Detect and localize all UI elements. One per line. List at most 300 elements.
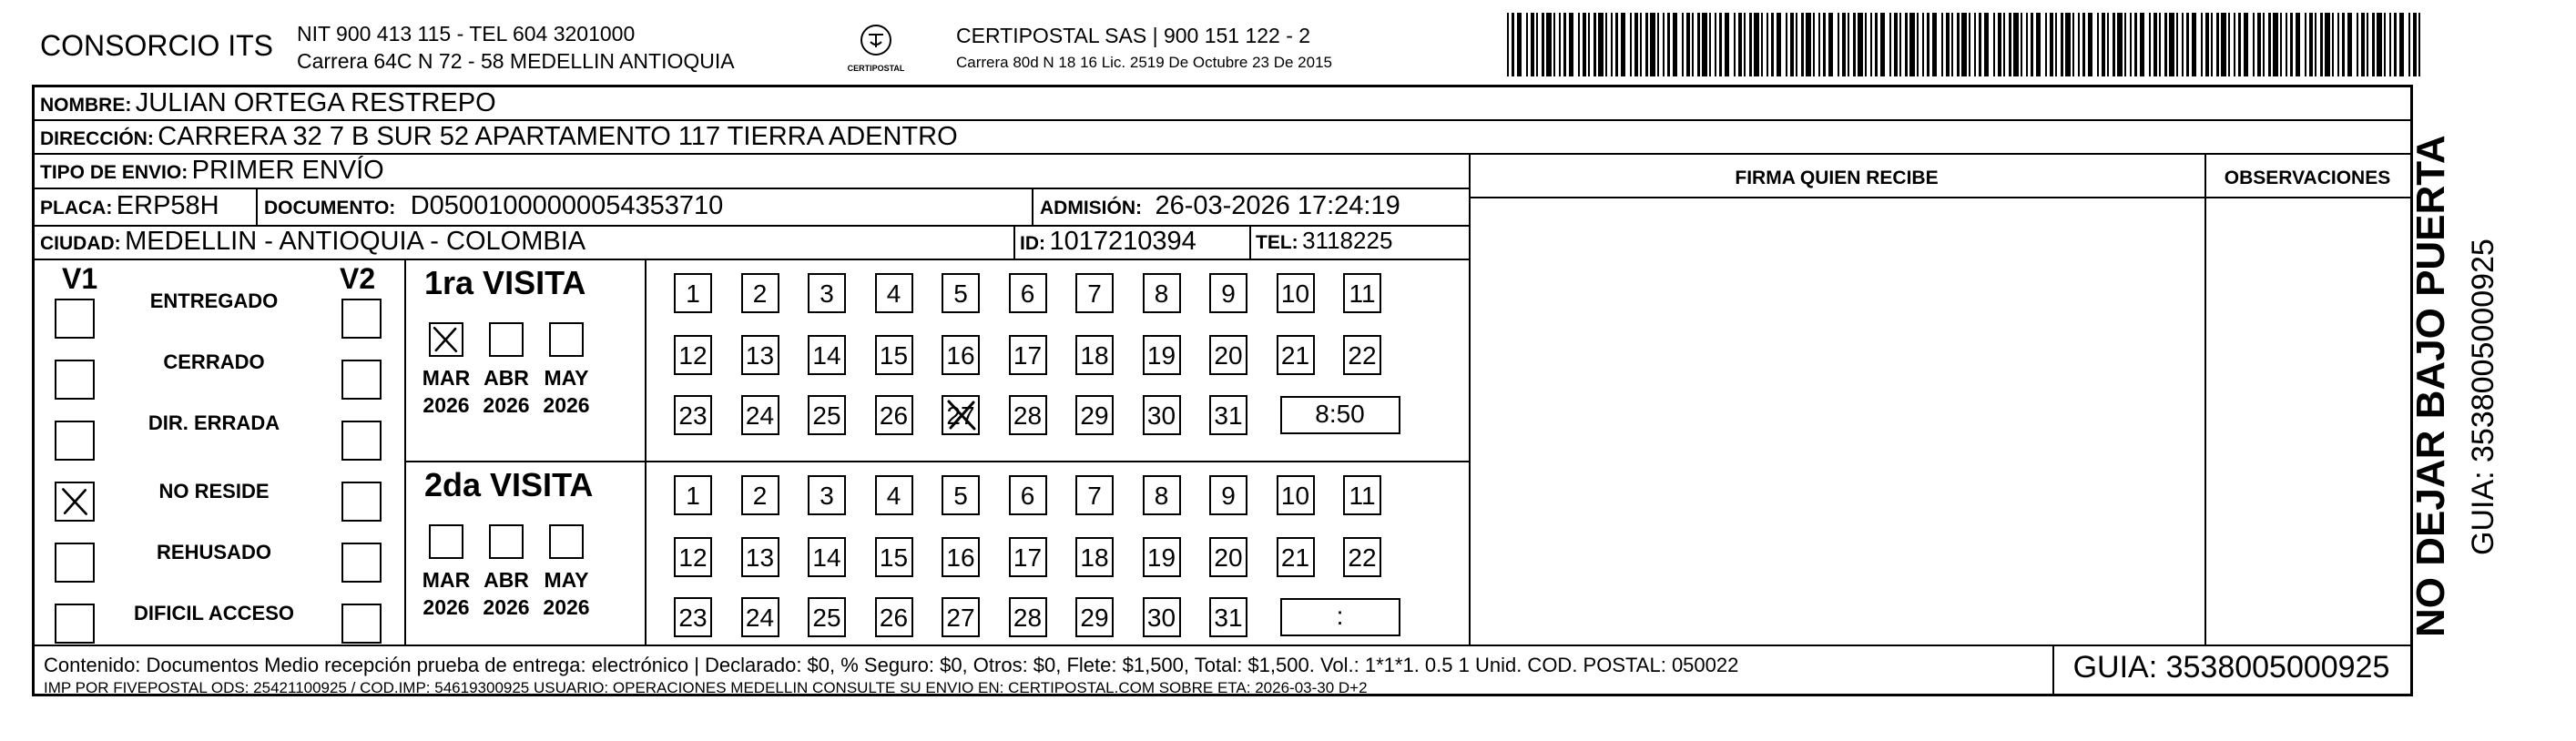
barcode-bar xyxy=(1858,13,1863,76)
barcode-bar xyxy=(2061,13,2063,76)
barcode-bar xyxy=(1611,13,1613,76)
day-box-30[interactable]: 30 xyxy=(1143,597,1181,637)
barcode-bar xyxy=(2134,13,2137,76)
v1-checkbox-rehusado[interactable] xyxy=(55,543,95,583)
placa-value: ERP58H xyxy=(116,191,219,220)
day-box-7[interactable]: 7 xyxy=(1075,475,1114,515)
day-box-14[interactable]: 14 xyxy=(808,335,846,375)
barcode-bar xyxy=(1598,13,1604,76)
day-box-13[interactable]: 13 xyxy=(741,537,779,577)
documento-label: DOCUMENTO: xyxy=(264,198,396,218)
barcode-bar xyxy=(1526,13,1528,76)
barcode-bar xyxy=(2050,13,2053,76)
day-box-31[interactable]: 31 xyxy=(1209,597,1247,637)
barcode-bar xyxy=(2244,13,2248,76)
day-box-19[interactable]: 19 xyxy=(1143,335,1181,375)
direccion-label: DIRECCIÓN: xyxy=(40,128,154,149)
barcode-bar xyxy=(1974,13,1976,76)
day-box-6[interactable]: 6 xyxy=(1009,475,1047,515)
barcode-bar xyxy=(2290,13,2293,76)
id-field xyxy=(1020,227,1196,257)
barcode-bar xyxy=(1865,13,1867,76)
id-value: 1017210394 xyxy=(1049,227,1196,256)
month-name: MAY xyxy=(544,568,589,592)
month-label xyxy=(481,566,532,621)
barcode-bar xyxy=(2153,13,2157,76)
barcode-bar xyxy=(1889,13,1891,76)
guia-number: GUIA: 3538005000925 xyxy=(2072,650,2390,685)
barcode-bar xyxy=(2164,13,2167,76)
day-box-21[interactable]: 21 xyxy=(1277,537,1315,577)
barcode-bar xyxy=(2088,13,2092,76)
barcode-bar xyxy=(2211,13,2213,76)
ciudad-value: MEDELLIN - ANTIOQUIA - COLOMBIA xyxy=(125,227,586,256)
barcode-bar xyxy=(2107,13,2109,76)
day-box-12[interactable]: 12 xyxy=(674,335,712,375)
barcode-bar xyxy=(1993,13,1995,76)
month-name: ABR xyxy=(484,366,529,390)
barcode-bar xyxy=(1588,13,1590,76)
month-year: 2026 xyxy=(483,393,530,417)
barcode-bar xyxy=(2399,13,2404,76)
barcode-bar xyxy=(2342,13,2345,76)
barcode-bar xyxy=(1621,13,1625,76)
barcode-bar xyxy=(1546,13,1552,76)
month-year: 2026 xyxy=(543,393,590,417)
barcode-bar xyxy=(1951,13,1953,76)
barcode-bar xyxy=(2216,13,2219,76)
barcode-bar xyxy=(1922,13,1924,76)
day-box-18[interactable]: 18 xyxy=(1075,335,1114,375)
day-box-24[interactable]: 24 xyxy=(741,395,779,435)
logo-text: CERTIPOSTAL xyxy=(847,64,905,73)
day-box-16[interactable]: 16 xyxy=(942,335,980,375)
day-box-25[interactable]: 25 xyxy=(808,597,846,637)
barcode-bar xyxy=(1870,13,1872,76)
day-box-1[interactable]: 1 xyxy=(674,475,712,515)
barcode-bar xyxy=(1702,13,1707,76)
day-box-29[interactable]: 29 xyxy=(1075,597,1114,637)
barcode-bar xyxy=(1813,13,1815,76)
day-box-28[interactable]: 28 xyxy=(1009,597,1047,637)
barcode-bar xyxy=(1909,13,1915,76)
carrier-info xyxy=(956,22,1332,76)
barcode-bar xyxy=(2201,13,2203,76)
day-box-22[interactable]: 22 xyxy=(1343,335,1381,375)
barcode-bar xyxy=(2320,13,2323,76)
status-label: ENTREGADO xyxy=(149,289,279,312)
barcode-bar xyxy=(2130,13,2132,76)
barcode-bar xyxy=(1686,13,1690,76)
barcode-bar xyxy=(1899,13,1901,76)
barcode-bar xyxy=(1645,13,1648,76)
day-box-24[interactable]: 24 xyxy=(741,597,779,637)
barcode-bar xyxy=(2117,13,2123,76)
month-label xyxy=(541,566,592,621)
barcode-bar xyxy=(1650,13,1655,76)
barcode-bar xyxy=(2394,13,2397,76)
month-year: 2026 xyxy=(423,393,470,417)
barcode-bar xyxy=(1682,13,1684,76)
day-box-18[interactable]: 18 xyxy=(1075,537,1114,577)
barcode-bar xyxy=(1984,13,1989,76)
barcode-bar xyxy=(1542,13,1544,76)
barcode-bar xyxy=(2192,13,2196,76)
barcode-bar xyxy=(2263,13,2265,76)
day-box-27[interactable]: 27 xyxy=(942,395,980,435)
barcode-bar xyxy=(1615,13,1618,76)
direccion-row xyxy=(40,122,958,152)
v1-checkbox-dificil-acceso[interactable] xyxy=(55,604,95,644)
footer-print-info: IMP POR FIVEPOSTAL ODS: 25421100925 / COD.IMP: 54619300925 USUARIO: OPERACIONES MEDELLIN CONSULTE SU ENVIO EN: CERTIPOSTAL.COM SOBRE ETA: 2026-03-30 D+2 xyxy=(44,679,1368,696)
nit-line: NIT 900 413 115 - TEL 604 3201000 xyxy=(297,22,636,46)
day-box-13[interactable]: 13 xyxy=(741,335,779,375)
barcode-bar xyxy=(2325,13,2330,76)
visit-title: 2da VISITA xyxy=(424,466,594,503)
day-box-2[interactable]: 2 xyxy=(741,273,779,313)
company-info xyxy=(297,20,735,75)
barcode-bar xyxy=(2031,13,2033,76)
barcode-bar xyxy=(1578,13,1580,76)
day-box-17[interactable]: 17 xyxy=(1009,537,1047,577)
month-checkbox-mar[interactable] xyxy=(429,322,463,357)
barcode-bar xyxy=(1507,13,1509,76)
barcode-bar xyxy=(1673,13,1677,76)
barcode xyxy=(1507,13,2427,76)
barcode-bar xyxy=(1569,13,1573,76)
barcode-bar xyxy=(1823,13,1826,76)
month-checkbox-abr[interactable] xyxy=(489,322,524,357)
month-year: 2026 xyxy=(423,595,470,619)
v1-header: V1 xyxy=(62,262,98,295)
barcode-bar xyxy=(1697,13,1700,76)
barcode-bar xyxy=(2021,13,2022,76)
ciudad-field xyxy=(40,227,585,257)
day-box-20[interactable]: 20 xyxy=(1209,335,1247,375)
tipo-envio-row xyxy=(40,156,384,186)
barcode-bar xyxy=(1771,13,1774,76)
barcode-bar xyxy=(1744,13,1746,76)
barcode-bar xyxy=(2003,13,2005,76)
barcode-bar xyxy=(1818,13,1820,76)
month-name: MAR xyxy=(422,366,471,390)
day-box-1[interactable]: 1 xyxy=(674,273,712,313)
day-box-28[interactable]: 28 xyxy=(1009,395,1047,435)
barcode-bar xyxy=(2257,13,2261,76)
tel-label: TEL: xyxy=(1256,232,1298,253)
barcode-bar xyxy=(2102,13,2105,76)
status-label: DIFICIL ACCESO xyxy=(133,602,294,624)
admision-field xyxy=(1040,191,1400,221)
barcode-bar xyxy=(2082,13,2085,76)
barcode-bar xyxy=(1725,13,1729,76)
barcode-bar xyxy=(1536,13,1538,76)
barcode-bar xyxy=(1848,13,1849,76)
barcode-bar xyxy=(2026,13,2028,76)
form-frame xyxy=(32,85,2413,696)
barcode-bar xyxy=(1777,13,1781,76)
barcode-bar xyxy=(1917,13,1919,76)
barcode-bar xyxy=(2055,13,2057,76)
barcode-bar xyxy=(1828,13,1833,76)
barcode-bar xyxy=(1932,13,1937,76)
nombre-label: NOMBRE: xyxy=(40,95,132,116)
day-box-12[interactable]: 12 xyxy=(674,537,712,577)
visit-title: 1ra VISITA xyxy=(424,264,586,301)
day-box-25[interactable]: 25 xyxy=(808,395,846,435)
barcode-bar xyxy=(1838,13,1839,76)
day-box-8[interactable]: 8 xyxy=(1143,475,1181,515)
barcode-bar xyxy=(1894,13,1898,76)
barcode-bar xyxy=(1796,13,1797,76)
day-box-21[interactable]: 21 xyxy=(1277,335,1315,375)
barcode-bar xyxy=(2149,13,2151,76)
v2-checkbox[interactable] xyxy=(341,482,382,522)
barcode-bar xyxy=(2347,13,2352,76)
barcode-bar xyxy=(2268,13,2271,76)
barcode-bar xyxy=(2332,13,2334,76)
barcode-bar xyxy=(1905,13,1908,76)
barcode-bar xyxy=(1786,13,1787,76)
tipo-envio-label: TIPO DE ENVIO: xyxy=(40,162,188,183)
day-box-19[interactable]: 19 xyxy=(1143,537,1181,577)
barcode-bar xyxy=(2413,13,2417,76)
visit-hour[interactable]: : xyxy=(1280,598,1400,636)
day-box-10[interactable]: 10 xyxy=(1277,273,1315,313)
barcode-bar xyxy=(1657,13,1659,76)
barcode-bar xyxy=(1738,13,1742,76)
barcode-bar xyxy=(1667,13,1670,76)
v2-checkbox[interactable] xyxy=(341,543,382,583)
day-box-30[interactable]: 30 xyxy=(1143,395,1181,435)
barcode-bar xyxy=(1927,13,1929,76)
status-label: CERRADO xyxy=(163,350,265,373)
footer-content: Contenido: Documentos Medio recepción prueba de entrega: electrónico | Declarado: $0, % Seguro: $0, Otros: $0, Flete: $1,500, Total: $1,500. Vol.: 1*1*1. 0.5 1 Unid. COD. POSTAL: 050022 xyxy=(44,654,1739,676)
day-box-11[interactable]: 11 xyxy=(1343,475,1381,515)
month-year: 2026 xyxy=(483,595,530,619)
day-box-9[interactable]: 9 xyxy=(1209,273,1247,313)
barcode-bar xyxy=(2418,13,2420,76)
no-dejar-bajo-puerta: NO DEJAR BAJO PUERTA xyxy=(2408,135,2453,637)
barcode-bar xyxy=(2377,13,2382,76)
barcode-bar xyxy=(1979,13,1981,76)
day-box-5[interactable]: 5 xyxy=(942,475,980,515)
barcode-bar xyxy=(2159,13,2161,76)
month-name: MAR xyxy=(422,568,471,592)
month-year: 2026 xyxy=(543,595,590,619)
visit-hour[interactable]: 8:50 xyxy=(1280,396,1400,434)
day-box-7[interactable]: 7 xyxy=(1075,273,1114,313)
barcode-bar xyxy=(2408,13,2410,76)
direccion-value: CARRERA 32 7 B SUR 52 APARTAMENTO 117 TIERRA ADENTRO xyxy=(158,122,958,151)
admision-value: 26-03-2026 17:24:19 xyxy=(1155,191,1400,220)
barcode-bar xyxy=(2186,13,2189,76)
carrier-line: CERTIPOSTAL SAS | 900 151 122 - 2 xyxy=(956,24,1311,47)
barcode-bar xyxy=(2337,13,2339,76)
day-box-22[interactable]: 22 xyxy=(1343,537,1381,577)
barcode-bar xyxy=(1634,13,1638,76)
month-name: ABR xyxy=(484,568,529,592)
barcode-bar xyxy=(2234,13,2235,76)
day-box-5[interactable]: 5 xyxy=(942,273,980,313)
month-checkbox-mar[interactable] xyxy=(429,524,463,559)
barcode-bar xyxy=(2389,13,2391,76)
day-box-26[interactable]: 26 xyxy=(875,597,913,637)
month-checkbox-abr[interactable] xyxy=(489,524,524,559)
barcode-bar xyxy=(1531,13,1534,76)
barcode-bar xyxy=(1583,13,1586,76)
barcode-bar xyxy=(1715,13,1716,76)
day-box-6[interactable]: 6 xyxy=(1009,273,1047,313)
placa-field xyxy=(40,191,219,221)
barcode-bar xyxy=(2238,13,2241,76)
barcode-bar xyxy=(1880,13,1885,76)
barcode-bar xyxy=(1941,13,1943,76)
barcode-bar xyxy=(1692,13,1694,76)
barcode-bar xyxy=(2097,13,2099,76)
barcode-bar xyxy=(2309,13,2313,76)
day-box-27[interactable]: 27 xyxy=(942,597,980,637)
day-box-3[interactable]: 3 xyxy=(808,475,846,515)
tipo-envio-value: PRIMER ENVÍO xyxy=(191,156,384,185)
barcode-bar xyxy=(2384,13,2386,76)
day-box-10[interactable]: 10 xyxy=(1277,475,1315,515)
month-label xyxy=(421,566,472,621)
v2-header: V2 xyxy=(340,262,376,295)
certipostal-logo-icon xyxy=(852,20,900,67)
placa-label: PLACA: xyxy=(40,198,113,218)
barcode-bar xyxy=(1875,13,1878,76)
barcode-bar xyxy=(2140,13,2144,76)
nombre-row xyxy=(40,88,496,118)
barcode-bar xyxy=(2045,13,2047,76)
barcode-bar xyxy=(1734,13,1736,76)
barcode-bar xyxy=(2176,13,2178,76)
v2-checkbox[interactable] xyxy=(341,604,382,644)
barcode-bar xyxy=(2280,13,2282,76)
barcode-bar xyxy=(2361,13,2365,76)
barcode-bar xyxy=(1559,13,1561,76)
barcode-bar xyxy=(1806,13,1811,76)
day-box-8[interactable]: 8 xyxy=(1143,273,1181,313)
day-box-23[interactable]: 23 xyxy=(674,395,712,435)
day-box-26[interactable]: 26 xyxy=(875,395,913,435)
barcode-bar xyxy=(1605,13,1607,76)
barcode-bar xyxy=(1719,13,1722,76)
month-label xyxy=(541,364,592,419)
barcode-bar xyxy=(1801,13,1804,76)
barcode-bar xyxy=(2296,13,2300,76)
month-checkbox-may[interactable] xyxy=(549,524,584,559)
month-label xyxy=(421,364,472,419)
side-guia-number: GUIA: 3538005000925 xyxy=(2466,239,2500,555)
barcode-bar xyxy=(2221,13,2226,76)
status-label: NO RESIDE xyxy=(158,480,270,502)
day-box-15[interactable]: 15 xyxy=(875,335,913,375)
month-checkbox-may[interactable] xyxy=(549,322,584,357)
barcode-bar xyxy=(2009,13,2011,76)
barcode-bar xyxy=(1961,13,1967,76)
firma-header: FIRMA QUIEN RECIBE xyxy=(1735,167,1939,188)
barcode-bar xyxy=(2013,13,2019,76)
carrier-address: Carrera 80d N 18 16 Lic. 2519 De Octubre 23 De 2015 xyxy=(956,54,1332,71)
day-box-14[interactable]: 14 xyxy=(808,537,846,577)
company-name: CONSORCIO ITS xyxy=(40,29,274,62)
barcode-bar xyxy=(2367,13,2368,76)
barcode-bar xyxy=(1512,13,1514,76)
day-box-17[interactable]: 17 xyxy=(1009,335,1047,375)
day-box-2[interactable]: 2 xyxy=(741,475,779,515)
barcode-bar xyxy=(2273,13,2278,76)
company-address: Carrera 64C N 72 - 58 MEDELLIN ANTIOQUIA xyxy=(297,49,735,73)
observaciones-header: OBSERVACIONES xyxy=(2224,167,2391,188)
v1-checkbox-entregado[interactable] xyxy=(55,299,95,339)
barcode-bar xyxy=(2169,13,2174,76)
barcode-bar xyxy=(1957,13,1960,76)
day-box-4[interactable]: 4 xyxy=(875,273,913,313)
id-label: ID: xyxy=(1020,233,1045,254)
barcode-bar xyxy=(2124,13,2126,76)
day-box-16[interactable]: 16 xyxy=(942,537,980,577)
barcode-bar xyxy=(1709,13,1711,76)
v2-checkbox[interactable] xyxy=(341,360,382,400)
day-box-23[interactable]: 23 xyxy=(674,597,712,637)
barcode-bar xyxy=(2065,13,2071,76)
barcode-bar xyxy=(1563,13,1566,76)
v2-checkbox[interactable] xyxy=(341,421,382,461)
status-label: DIR. ERRADA xyxy=(148,411,280,434)
v1-checkbox-dir-errada[interactable] xyxy=(55,421,95,461)
nombre-value: JULIAN ORTEGA RESTREPO xyxy=(135,88,496,117)
barcode-bar xyxy=(1754,13,1759,76)
month-name: MAY xyxy=(544,366,589,390)
day-box-11[interactable]: 11 xyxy=(1343,273,1381,313)
barcode-bar xyxy=(2315,13,2316,76)
ciudad-label: CIUDAD: xyxy=(40,233,121,254)
barcode-bar xyxy=(2036,13,2041,76)
barcode-bar xyxy=(2078,13,2080,76)
status-label: REHUSADO xyxy=(157,541,271,563)
tel-field xyxy=(1256,227,1392,255)
day-box-15[interactable]: 15 xyxy=(875,537,913,577)
tel-value: 3118225 xyxy=(1302,227,1393,254)
day-box-20[interactable]: 20 xyxy=(1209,537,1247,577)
barcode-bar xyxy=(1842,13,1846,76)
day-box-4[interactable]: 4 xyxy=(875,475,913,515)
barcode-bar xyxy=(2253,13,2255,76)
barcode-bar xyxy=(1946,13,1950,76)
barcode-bar xyxy=(2182,13,2184,76)
day-box-29[interactable]: 29 xyxy=(1075,395,1114,435)
barcode-bar xyxy=(1593,13,1596,76)
barcode-bar xyxy=(2357,13,2358,76)
day-box-3[interactable]: 3 xyxy=(808,273,846,313)
v2-checkbox[interactable] xyxy=(341,299,382,339)
v1-checkbox-cerrado[interactable] xyxy=(55,360,95,400)
day-box-31[interactable]: 31 xyxy=(1209,395,1247,435)
barcode-bar xyxy=(2072,13,2074,76)
barcode-bar xyxy=(1761,13,1763,76)
barcode-bar xyxy=(1853,13,1856,76)
barcode-bar xyxy=(1663,13,1665,76)
admision-label: ADMISIÓN: xyxy=(1040,198,1142,218)
day-box-9[interactable]: 9 xyxy=(1209,475,1247,515)
barcode-bar xyxy=(1553,13,1555,76)
barcode-bar xyxy=(1998,13,2001,76)
documento-value: D0500100000005435371​0 xyxy=(410,191,724,220)
barcode-bar xyxy=(1767,13,1768,76)
v1-checkbox-no-reside[interactable] xyxy=(55,482,95,522)
